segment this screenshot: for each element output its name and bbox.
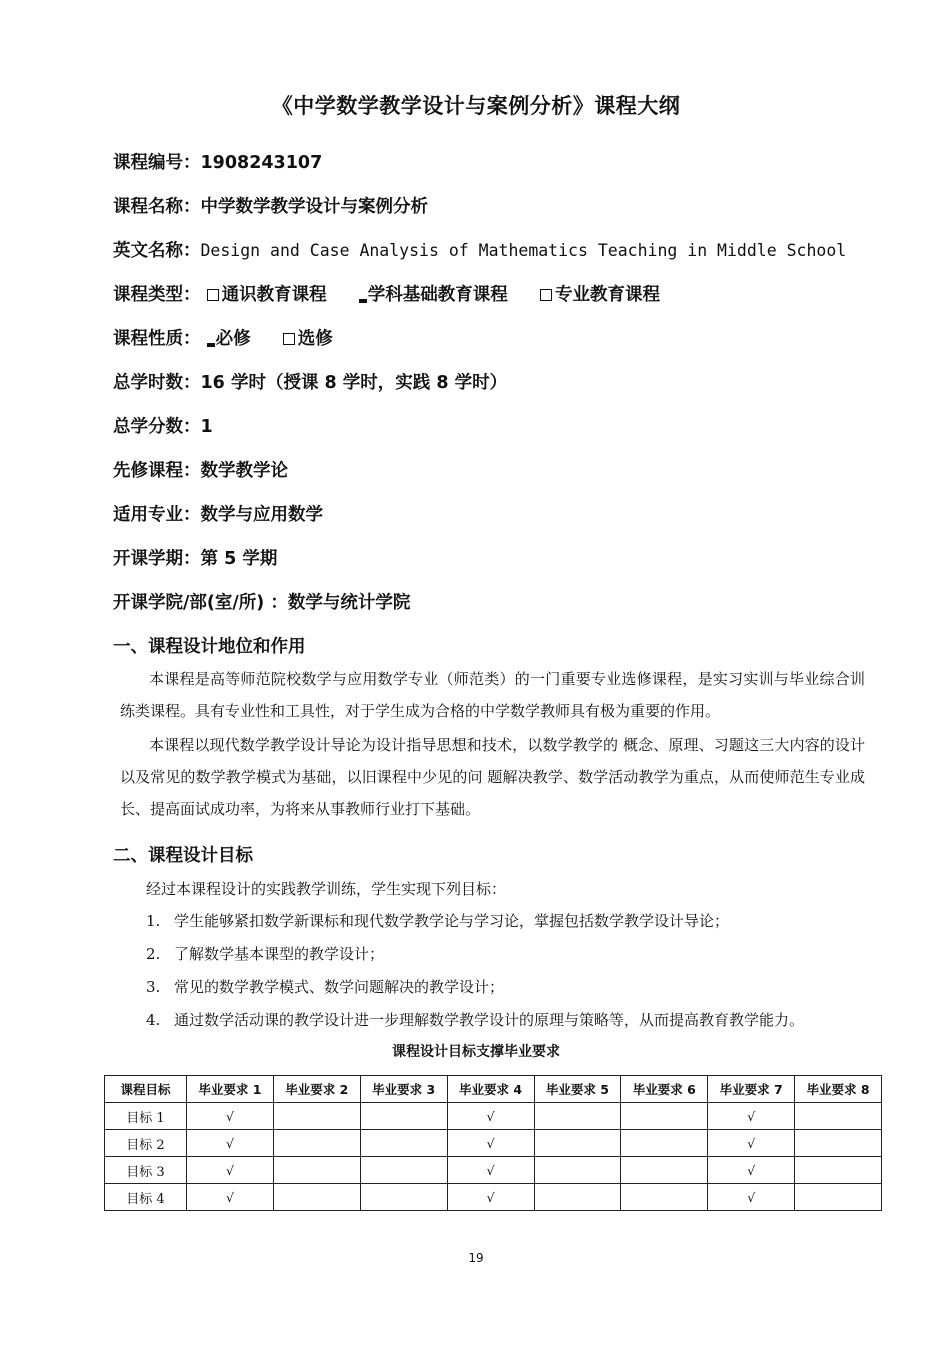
field-value: 1908243107: [200, 153, 323, 173]
table-cell: √: [187, 1130, 274, 1157]
table-cell: [360, 1130, 447, 1157]
field-value: 数学与应用数学: [200, 505, 323, 525]
document-title: 《中学数学教学设计与案例分析》课程大纲: [271, 94, 681, 118]
table-cell: √: [708, 1130, 795, 1157]
paragraph: 本课程以现代数学教学设计导论为设计指导思想和技术，以数学教学的 概念、原理、习题这三大内容的设计以及常见的数学教学模式为基础，以旧课程中少见的问 题解决教学、数学活动教学为重点，从而使师范生专业成长、提高面试成功率，为将来从事教师行业打下基础。: [120, 736, 865, 818]
table-cell: [273, 1157, 360, 1184]
table-header-cell: 毕业要求 4: [447, 1076, 534, 1103]
field-applicable-major: [113, 501, 323, 526]
field-course-code: [113, 149, 322, 174]
unchecked-box-icon: [540, 289, 552, 301]
table-header-cell: 毕业要求 2: [273, 1076, 360, 1103]
table-header-row: [105, 1076, 882, 1103]
table-cell: √: [187, 1157, 274, 1184]
field-label: 先修课程：: [113, 461, 201, 481]
field-label: 开课学期：: [113, 549, 201, 569]
field-value: 1: [200, 417, 213, 437]
requirements-table: [104, 1075, 882, 1211]
table-cell: √: [447, 1130, 534, 1157]
section-heading: 二、课程设计目标: [113, 846, 253, 866]
field-value: 数学教学论: [200, 461, 288, 481]
field-label: 课程性质：: [113, 329, 201, 349]
table-cell: 目标 2: [105, 1130, 187, 1157]
table-cell: [273, 1130, 360, 1157]
table-cell: √: [447, 1184, 534, 1211]
table-cell: 目标 1: [105, 1103, 187, 1130]
table-caption: 课程设计目标支撑毕业要求: [392, 1044, 560, 1060]
field-department: [113, 589, 410, 614]
field-value: 第 5 学期: [200, 549, 278, 569]
list-item: 4. 通过数学活动课的教学设计进一步理解数学教学设计的原理与策略等，从而提高教育教学能力。: [146, 1011, 805, 1029]
table-cell: [795, 1130, 882, 1157]
table-cell: [534, 1157, 621, 1184]
table-cell: [795, 1157, 882, 1184]
option-label: 必修: [215, 329, 251, 349]
field-label: 英文名称：: [113, 241, 201, 261]
table-cell: [273, 1103, 360, 1130]
table-header-cell: 毕业要求 8: [795, 1076, 882, 1103]
table-header-cell: 毕业要求 1: [187, 1076, 274, 1103]
table-row: [105, 1130, 882, 1157]
table-cell: [360, 1103, 447, 1130]
unchecked-box-icon: [207, 289, 219, 301]
option-label: 选修: [297, 329, 333, 349]
field-prerequisite: [113, 457, 288, 482]
table-cell: √: [708, 1103, 795, 1130]
list-item: 3. 常见的数学教学模式、数学问题解决的教学设计；: [146, 978, 505, 996]
table-cell: √: [708, 1184, 795, 1211]
table-row: [105, 1103, 882, 1130]
table-cell: √: [187, 1103, 274, 1130]
table-header-cell: 毕业要求 6: [621, 1076, 708, 1103]
list-item: 1. 学生能够紧扣数学新课标和现代数学教学论与学习论，掌握包括数学教学设计导论；: [146, 912, 730, 930]
table-cell: [273, 1184, 360, 1211]
table-header-cell: 毕业要求 5: [534, 1076, 621, 1103]
field-total-hours: [113, 369, 507, 394]
table-header-cell: 课程目标: [105, 1076, 187, 1103]
table-cell: [534, 1103, 621, 1130]
page-number: 19: [468, 1251, 484, 1265]
table-cell: √: [447, 1103, 534, 1130]
field-label: 总学时数：: [113, 373, 201, 393]
table-cell: [360, 1184, 447, 1211]
table-cell: √: [708, 1157, 795, 1184]
table-header-cell: 毕业要求 7: [708, 1076, 795, 1103]
field-course-name: [113, 193, 428, 218]
table-header-cell: 毕业要求 3: [360, 1076, 447, 1103]
field-value: 16 学时（授课 8 学时，实践 8 学时）: [200, 373, 508, 393]
table-cell: [621, 1103, 708, 1130]
table-cell: [621, 1157, 708, 1184]
table-cell: [360, 1157, 447, 1184]
table-row: [105, 1184, 882, 1211]
field-label: 课程编号：: [113, 153, 201, 173]
field-course-nature: [113, 325, 333, 350]
table-cell: [534, 1184, 621, 1211]
table-cell: [795, 1103, 882, 1130]
table-row: [105, 1157, 882, 1184]
field-value: Design and Case Analysis of Mathematics Teaching in Middle School: [200, 241, 847, 260]
table-cell: √: [447, 1157, 534, 1184]
field-value: 数学与统计学院: [287, 593, 411, 613]
field-label: 开课学院/部(室/所) ：: [113, 593, 288, 613]
table-cell: [621, 1184, 708, 1211]
field-english-name: [113, 237, 846, 262]
list-item: 2. 了解数学基本课型的教学设计；: [146, 945, 385, 963]
field-label: 课程名称：: [113, 197, 201, 217]
table-cell: [534, 1130, 621, 1157]
table-cell: 目标 4: [105, 1184, 187, 1211]
goals-intro: 经过本课程设计的实践教学训练，学生实现下列目标：: [146, 880, 507, 898]
option-label: 专业教育课程: [554, 285, 660, 305]
unchecked-box-icon: [283, 333, 295, 345]
option-label: 通识教育课程: [221, 285, 327, 305]
paragraph: 本课程是高等师范院校数学与应用数学专业（师范类）的一门重要专业选修课程，是实习实训与毕业综合训练类课程。具有专业性和工具性，对于学生成为合格的中学数学教师具有极为重要的作用。: [120, 670, 865, 720]
field-course-type: [113, 281, 660, 306]
field-label: 适用专业：: [113, 505, 201, 525]
checked-mark-icon: [207, 343, 215, 347]
table-cell: 目标 3: [105, 1157, 187, 1184]
field-total-credits: [113, 413, 213, 438]
field-value: 中学数学教学设计与案例分析: [200, 197, 428, 217]
section-heading: 一、课程设计地位和作用: [113, 637, 306, 657]
option-label: 学科基础教育课程: [367, 285, 508, 305]
table-cell: [795, 1184, 882, 1211]
field-label: 课程类型：: [113, 285, 201, 305]
field-label: 总学分数：: [113, 417, 201, 437]
table-cell: [621, 1130, 708, 1157]
checked-mark-icon: [359, 299, 367, 303]
table-cell: √: [187, 1184, 274, 1211]
field-semester: [113, 545, 277, 570]
